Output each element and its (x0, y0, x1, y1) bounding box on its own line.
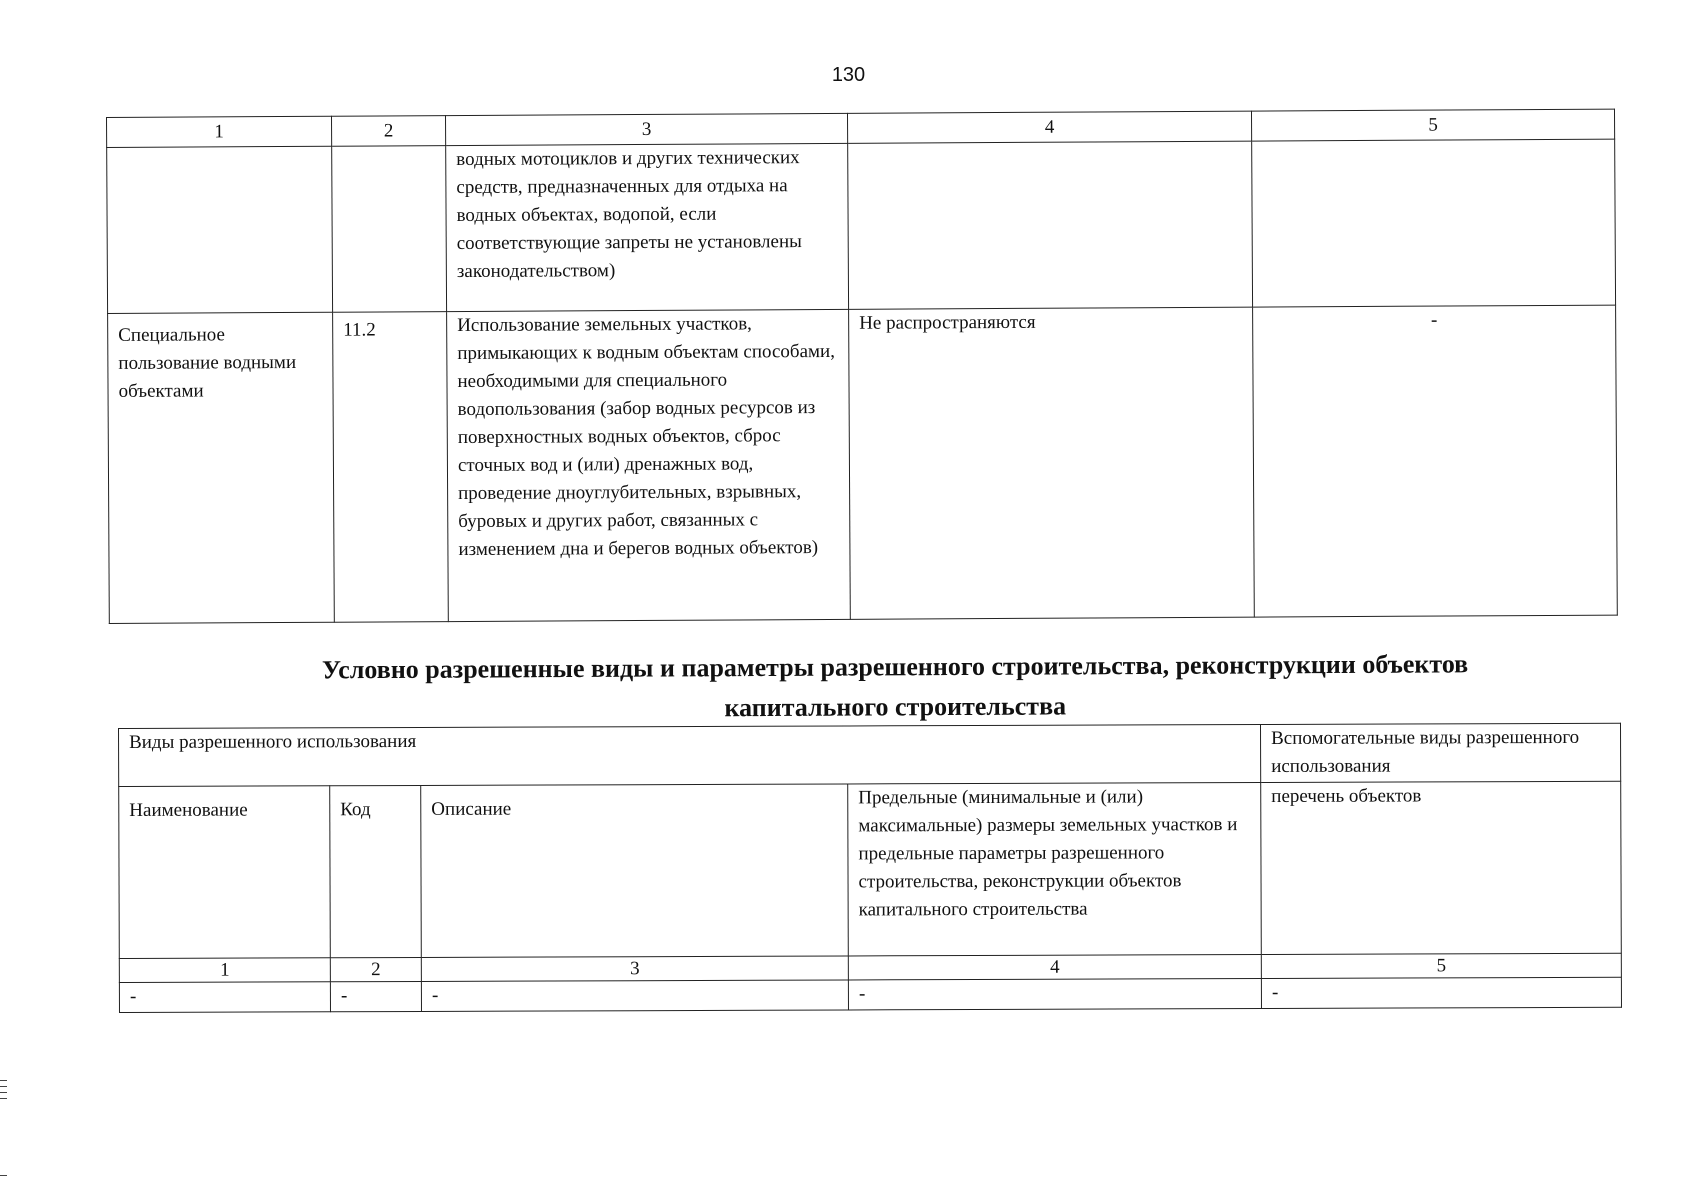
cell-auxiliary: - (1253, 305, 1618, 617)
column-number-3: 3 (421, 956, 848, 981)
table-permitted-uses-continued (106, 109, 1618, 624)
cell-code: 11.2 (333, 312, 449, 623)
cell-parameters: - (848, 979, 1261, 1010)
scan-margin-mark (0, 1080, 7, 1081)
column-number-5: 5 (1251, 109, 1614, 141)
header-permitted-uses: Виды разрешенного использования (119, 725, 1261, 787)
cell-description: Использование земельных участков, примыкающих к водным объектам способами, необходимыми для специального водопользования (забор водных ресурсов из поверхностных водных объектов, сброс сточных вод и (или) дренажных вод, проведение дноуглубительных, взрывных, буровых и других работ, связанных с изменением дна и берегов водных объектов) (447, 309, 851, 621)
column-number-4: 4 (847, 111, 1251, 143)
column-number-1: 1 (107, 116, 332, 147)
cell-parameters: Не распространяются (849, 307, 1255, 619)
table-row (108, 305, 1618, 623)
cell-name (107, 146, 333, 313)
cell-name: Специальное пользование водными объектами (108, 312, 335, 623)
cell-name: - (119, 982, 330, 1013)
table-conditional-uses (118, 723, 1622, 1013)
cell-code (332, 146, 447, 313)
scan-margin-mark (0, 1092, 7, 1093)
header-parameters: Предельные (минимальные и (или) максимальные) размеры земельных участков и предельные параметры разрешенного строительства, реконструкции объектов капитального строительства (848, 783, 1262, 956)
table-row (107, 139, 1616, 313)
header-row-columns (119, 781, 1622, 958)
column-number-3: 3 (445, 113, 847, 145)
page-number: 130 (831, 64, 866, 86)
cell-parameters (848, 141, 1253, 309)
cell-code: - (330, 981, 421, 1011)
column-number-4: 4 (848, 955, 1261, 980)
cell-description: - (421, 980, 848, 1011)
scan-margin-mark (0, 1175, 7, 1176)
header-auxiliary-uses: Вспомогательные виды разрешенного использования (1261, 723, 1621, 782)
cell-auxiliary: - (1261, 977, 1621, 1008)
header-objects-list: перечень объектов (1261, 781, 1622, 954)
column-number-1: 1 (119, 958, 330, 983)
section-heading (0, 643, 1697, 732)
header-row-groups (119, 723, 1621, 786)
scan-margin-mark (0, 1086, 7, 1087)
column-number-2: 2 (330, 957, 421, 981)
header-name: Наименование (119, 786, 331, 959)
header-code: Код (330, 785, 422, 957)
cell-auxiliary (1252, 139, 1616, 307)
table-row (119, 977, 1621, 1012)
section-heading-line-1: Условно разрешенные виды и параметры разрешенного строительства, реконструкции объектов (321, 649, 1469, 685)
column-number-2: 2 (331, 116, 445, 147)
header-description: Описание (421, 784, 849, 957)
column-number-5: 5 (1261, 953, 1621, 978)
scan-margin-mark (0, 1098, 7, 1099)
cell-description: водных мотоциклов и других технических средств, предназначенных для отдыха на водных объектах, водопой, если соответствующие запреты не установлены законодательством) (446, 143, 849, 311)
section-heading-line-2: капитального строительства (724, 691, 1067, 723)
